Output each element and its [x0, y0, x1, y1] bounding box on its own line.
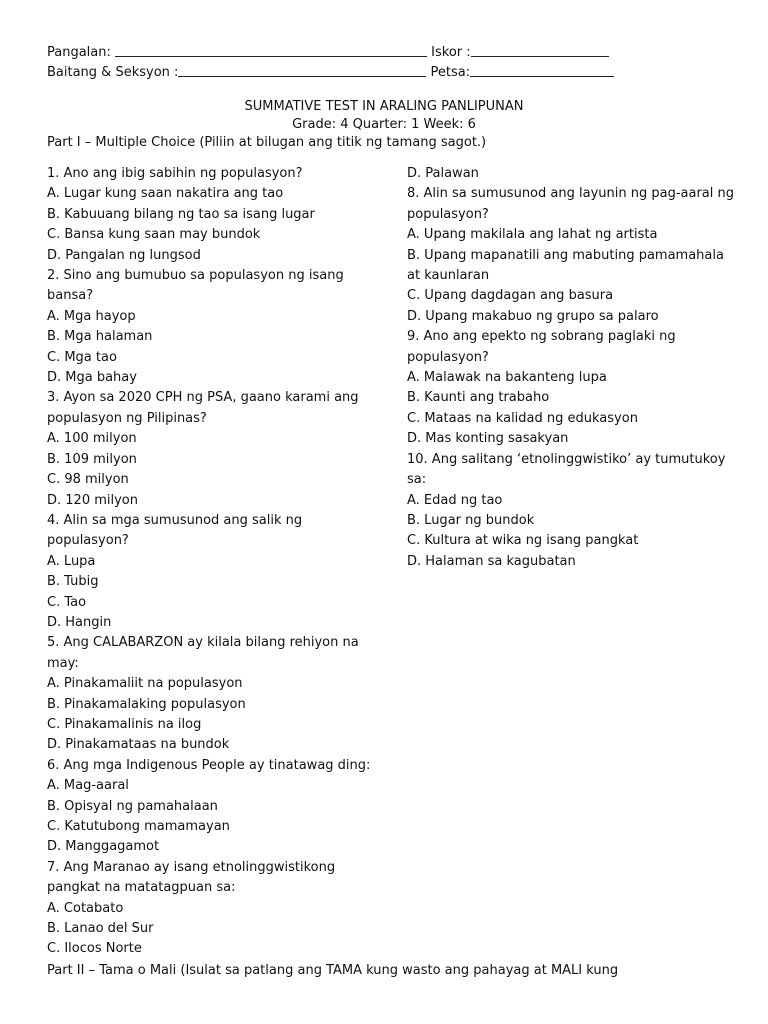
question-line: 2. Sino ang bumubuo sa populasyon ng isang — [47, 268, 344, 284]
choice-line: C. Ilocos Norte — [47, 941, 142, 957]
choice-line: C. 98 milyon — [47, 472, 129, 488]
choice-line: A. 100 milyon — [47, 431, 137, 447]
choice-line: A. Malawak na bakanteng lupa — [407, 370, 607, 386]
choice-line: B. Mga halaman — [47, 329, 153, 345]
choice-line: B. Pinakamalaking populasyon — [47, 696, 246, 712]
question-line: sa: — [407, 472, 427, 488]
choice-line: C. Tao — [47, 594, 87, 610]
date-label: Petsa: — [426, 65, 471, 80]
choice-line: C. Pinakamalinis na ilog — [47, 716, 202, 732]
choice-line: A. Lugar kung saan nakatira ang tao — [47, 186, 284, 202]
choice-line: B. Lanao del Sur — [47, 921, 154, 937]
choice-line: A. Pinakamaliit na populasyon — [47, 676, 243, 692]
score-label: Iskor : — [427, 45, 471, 60]
name-label: Pangalan: — [47, 45, 116, 60]
section-date-line — [47, 62, 614, 83]
question-line: populasyon? — [407, 206, 489, 222]
question-line: 10. Ang salitang ‘etnolinggwistiko’ ay tumutukoy — [407, 451, 726, 467]
question-line: populasyon? — [47, 533, 129, 549]
choice-line: B. Kaunti ang trabaho — [407, 390, 550, 406]
right-question-column — [407, 164, 747, 572]
choice-line: C. Bansa kung saan may bundok — [47, 227, 261, 243]
question-line: populasyon ng Pilipinas? — [47, 410, 207, 426]
choice-line: B. Kabuuang bilang ng tao sa isang lugar — [47, 206, 315, 222]
section-blank[interactable] — [178, 62, 426, 77]
choice-line: D. Hangin — [47, 614, 112, 630]
choice-line: A. Mag-aaral — [47, 778, 129, 794]
choice-line: D. Pangalan ng lungsod — [47, 247, 201, 263]
choice-line: D. 120 milyon — [47, 492, 138, 508]
choice-line: A. Edad ng tao — [407, 492, 503, 508]
question-line: bansa? — [47, 288, 94, 304]
choice-line: at kaunlaran — [407, 268, 490, 284]
choice-line: B. Lugar ng bundok — [407, 512, 535, 528]
choice-line: D. Mga bahay — [47, 370, 137, 386]
question-line: 5. Ang CALABARZON ay kilala bilang rehiyon na — [47, 635, 359, 651]
choice-line: C. Mga tao — [47, 349, 117, 365]
choice-line: C. Katutubong mamamayan — [47, 819, 230, 834]
question-line: 3. Ayon sa 2020 CPH ng PSA, gaano karami ang — [47, 390, 359, 406]
question-line: 1. Ano ang ibig sabihin ng populasyon? — [47, 166, 303, 181]
date-blank[interactable] — [470, 62, 614, 77]
choice-line: D. Manggagamot — [47, 839, 160, 855]
test-title: SUMMATIVE TEST IN ARALING PANLIPUNAN — [244, 99, 524, 114]
question-line: 8. Alin sa sumusunod ang layunin ng pag-aaral ng — [407, 186, 734, 202]
question-line: 7. Ang Maranao ay isang etnolinggwistikong — [47, 859, 336, 875]
question-line: 6. Ang mga Indigenous People ay tinatawag ding: — [47, 757, 371, 773]
choice-line: B. Upang mapanatili ang mabuting pamamahala — [407, 247, 724, 263]
choice-line: C. Kultura at wika ng isang pangkat — [407, 533, 639, 549]
name-score-line — [47, 42, 609, 63]
left-question-column — [47, 164, 392, 960]
choice-line: B. Tubig — [47, 574, 99, 590]
choice-line: A. Mga hayop — [47, 308, 136, 324]
choice-line: B. 109 milyon — [47, 451, 137, 467]
test-subtitle: Grade: 4 Quarter: 1 Week: 6 — [292, 117, 476, 132]
choice-line: A. Lupa — [47, 553, 96, 569]
choice-line: D. Mas konting sasakyan — [407, 431, 569, 447]
choice-line: D. Palawan — [407, 166, 479, 181]
choice-line: D. Upang makabuo ng grupo sa palaro — [407, 308, 659, 324]
question-line: 4. Alin sa mga sumusunod ang salik ng — [47, 512, 303, 528]
choice-line: A. Upang makilala ang lahat ng artista — [407, 227, 658, 243]
choice-line: A. Cotabato — [47, 900, 124, 916]
choice-line: C. Mataas na kalidad ng edukasyon — [407, 410, 638, 426]
part2-instruction: Part II – Tama o Mali (Isulat sa patlang ang TAMA kung wasto ang pahayag at MALI kung — [47, 963, 619, 978]
question-line: 9. Ano ang epekto ng sobrang paglaki ng — [407, 329, 676, 345]
score-blank[interactable] — [471, 42, 609, 57]
question-line: populasyon? — [407, 349, 489, 365]
question-line: pangkat na matatagpuan sa: — [47, 880, 236, 896]
choice-line: B. Opisyal ng pamahalaan — [47, 798, 218, 814]
section-label: Baitang & Seksyon : — [47, 65, 179, 80]
choice-line: D. Halaman sa kagubatan — [407, 553, 576, 569]
question-line: may: — [47, 655, 79, 671]
choice-line: C. Upang dagdagan ang basura — [407, 288, 614, 304]
name-blank[interactable] — [115, 42, 427, 57]
choice-line: D. Pinakamataas na bundok — [47, 737, 230, 753]
part1-instruction: Part I – Multiple Choice (Piliin at bilugan ang titik ng tamang sagot.) — [47, 135, 487, 150]
